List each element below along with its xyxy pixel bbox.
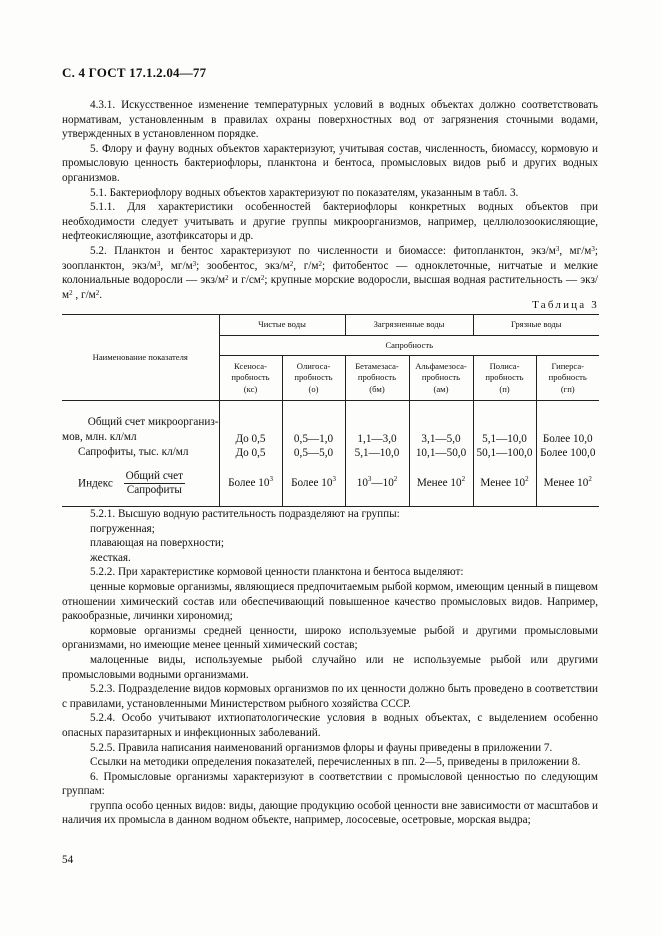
paragraph: 5.2.5. Правила написания наименований организмов флоры и фауны приведены в приложении 7.	[90, 741, 553, 754]
paragraph: 5.2.3. Подразделение видов кормовых организмов по их ценности должно быть проведено в соответствии с правилами, установленными Министерством рыбного хозяйства СССР.	[62, 683, 598, 710]
table-cell: 1,1—3,0	[345, 401, 409, 446]
paragraph: жесткая.	[90, 551, 131, 564]
table-row-index	[62, 460, 599, 507]
column-header-indicator: Наименование показателя	[62, 315, 219, 401]
paragraph: малоценные виды, используемые рыбой случайно или не используемые рыбой или другими промысловыми водными организмами.	[62, 653, 598, 681]
table-cell: До 0,5	[219, 445, 282, 460]
table-cell: Более 10,0	[536, 401, 599, 446]
table-cell: До 0,5	[219, 401, 282, 446]
bottom-text-block	[62, 507, 598, 828]
paragraph-52: 5.2. Планктон и бентос характеризуют по численности и биомассе: фитопланктон, экз/$м^3$, $мг/м^3$; зоопланктон, экз/$м^3$, $мг/м^3$; зообентос, экз/$м^2$, $г/м^2$; фитобентос — одноклеточные, нитчатые и мелкие колониальные водоросли — экз/$м^2$ и $г/см^2$; крупные морские водоросли, высшая водная растительность — экз/$м^2$ , $г/м^2$.	[62, 244, 598, 301]
paragraph-51: 5.1. Бактериофлору водных объектов характеризуют по показателям, указанным в табл. 3.	[90, 186, 519, 199]
table-cell: $10^3—10^2$	[345, 460, 409, 507]
paragraph: плавающая на поверхности;	[90, 537, 225, 550]
table-row	[62, 445, 599, 460]
paragraph: 6. Промысловые организмы характеризуют в соответствии с промысловой ценностью по следующим группам:	[62, 770, 598, 798]
index-fraction: $\frac{\text{Общий счет}}{\text{Сапрофиты}}$	[125, 469, 184, 496]
table-cell: Менее $10^2$	[473, 460, 536, 507]
row-label-total-count: Общий счет микроорганиз- мов, млн. кл/мл	[62, 416, 219, 443]
paragraph: погруженная;	[90, 522, 155, 535]
paragraph: кормовые организмы средней ценности, широко используемые рыбой и другими промысловыми организмами, но имеющие менее ценный химический состав;	[62, 624, 598, 652]
table-cell: 0,5—5,0	[282, 445, 345, 460]
saprobity-table	[62, 314, 599, 507]
top-text-block	[62, 98, 598, 302]
page-number: 54	[62, 854, 74, 866]
group-clean-waters: Чистые воды	[219, 315, 345, 336]
column-header-poly: Полиса- пробность (п)	[473, 356, 536, 401]
table-cell: Более 100,0	[536, 445, 599, 460]
column-header-betamezo: Бетамезаса- пробность (бм)	[345, 356, 409, 401]
paragraph: ценные кормовые организмы, являющиеся предпочитаемым рыбой кормом, имеющим ценный в пищевом отношении химический состав или обеспечивающий повышенное качество промысловых видов. Например, ракообразные, личинки хирономид;	[62, 580, 598, 623]
table-cell: 10,1—50,0	[409, 445, 473, 460]
group-dirty-waters: Грязные воды	[473, 315, 599, 336]
table-cell: Более $10^3$	[282, 460, 345, 507]
table-cell: 0,5—1,0	[282, 401, 345, 446]
paragraph-431: 4.3.1. Искусственное изменение температурных условий в водных объектах должно соответствовать нормативам, установленным в правилах охраны поверхностных вод от загрязнения сточными водами, утвержденных в установленном порядке.	[62, 99, 598, 141]
group-polluted-waters: Загрязненные воды	[345, 315, 473, 336]
table-header-row-1	[62, 315, 599, 336]
paragraph-511: 5.1.1. Для характеристики особенностей бактериофлоры конкретных водных объектов при необходимости следует учитывать и другие группы микроорганизмов, например, целлюлозоокисляющие, нефтеокисляющие, азотфиксаторы и др.	[62, 201, 598, 243]
column-header-hyper: Гиперса- пробность (гп)	[536, 356, 599, 401]
paragraph: 5.2.1. Высшую водную растительность подразделяют на группы:	[90, 508, 400, 520]
paragraph-5: 5. Флору и фауну водных объектов характеризуют, учитывая состав, численность, биомассу, кормовую и промысловую ценность бактериофлоры, планктона и бентоса, промысловых видов рыб и других водных организмов.	[62, 142, 598, 184]
column-header-xeno: Ксеноса- пробность (кс)	[219, 356, 282, 401]
column-header-alphamezo: Альфамезоса- пробность (ам)	[409, 356, 473, 401]
row-label-index: Индекс $\frac{\text{Общий счет}}{\text{Сапрофиты}}$	[78, 469, 184, 496]
paragraph: 5.2.4. Особо учитывают ихтиопатологические условия в водных объектах, с выделением особенно опасных паразитарных и инфекционных заболеваний.	[62, 712, 598, 739]
table-cell: 50,1—100,0	[473, 445, 536, 460]
table-cell: 3,1—5,0	[409, 401, 473, 446]
table-cell: Менее $10^2$	[409, 460, 473, 507]
paragraph: Ссылки на методики определения показателей, перечисленных в пп. 2—5, приведены в приложении 8.	[90, 756, 581, 769]
paragraph: 5.2.2. При характеристике кормовой ценности планктона и бентоса выделяют:	[90, 566, 464, 579]
saprobity-header: Сапробность	[219, 336, 599, 356]
table-cell: 5,1—10,0	[473, 401, 536, 446]
row-label-saprophytes: Сапрофиты, тыс. кл/мл	[78, 446, 189, 458]
table-caption: Таблица 3	[532, 299, 599, 311]
column-header-oligo: Олигоса- пробность (о)	[282, 356, 345, 401]
paragraph: группа особо ценных видов: виды, дающие продукцию особой ценности вне зависимости от масштабов и наличия их промысла в данном водном объекте, например, лососевые, осетровые, морская выдра;	[62, 799, 598, 827]
table-cell: Более $10^3$	[219, 460, 282, 507]
page-header: С. 4 ГОСТ 17.1.2.04—77	[62, 65, 207, 80]
table-cell: 5,1—10,0	[345, 445, 409, 460]
table-row	[62, 401, 599, 446]
table-cell: Менее $10^2$	[536, 460, 599, 507]
